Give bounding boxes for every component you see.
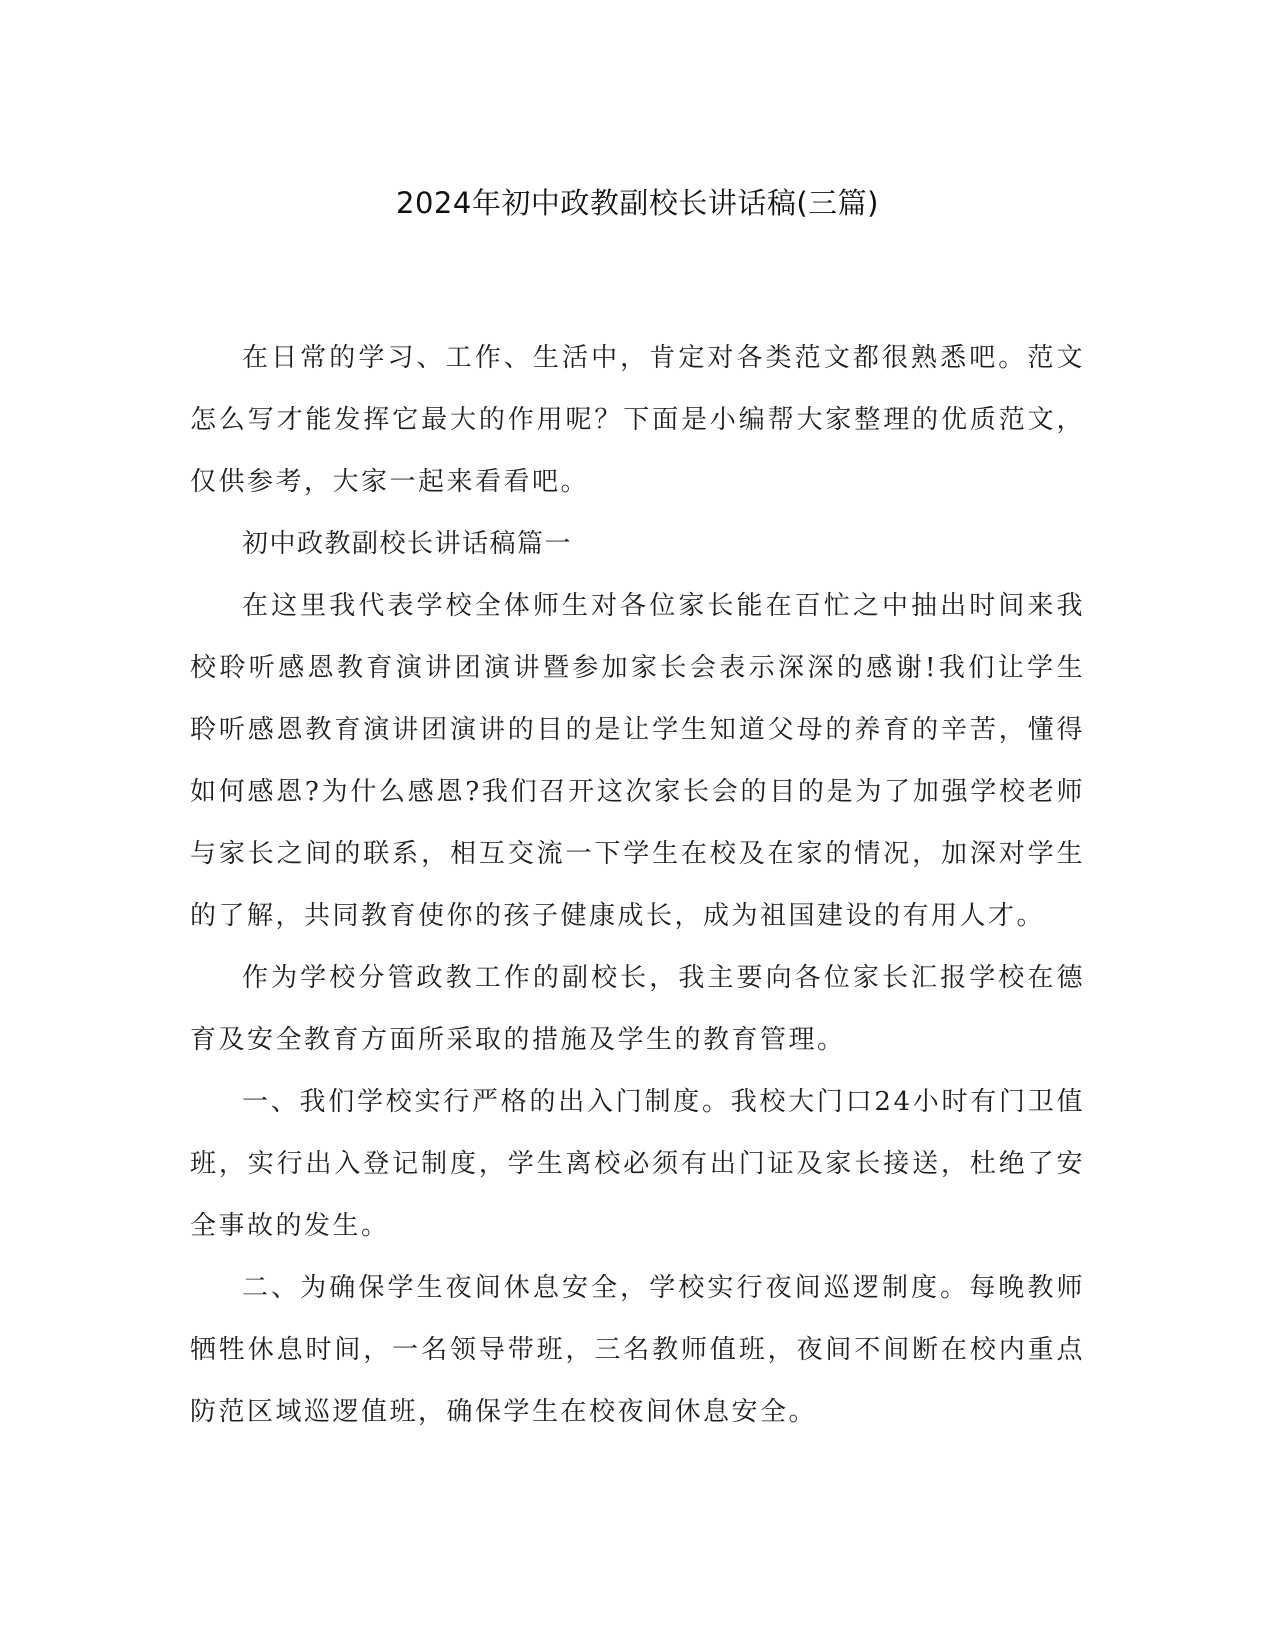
- body-paragraph: 在这里我代表学校全体师生对各位家长能在百忙之中抽出时间来我校聆听感恩教育演讲团演讲暨参加家长会表示深深的感谢!我们让学生聆听感恩教育演讲团演讲的目的是让学生知道父母的养育的辛苦，懂得如何感恩?为什么感恩?我们召开这次家长会的目的是为了加强学校老师与家长之间的联系，相互交流一下学生在校及在家的情况，加深对学生的了解，共同教育使你的孩子健康成长，成为祖国建设的有用人才。: [190, 591, 1085, 931]
- document-body: [190, 327, 1085, 1443]
- body-paragraph: 一、我们学校实行严格的出入门制度。我校大门口24小时有门卫值班，实行出入登记制度，学生离校必须有出门证及家长接送，杜绝了安全事故的发生。: [190, 1087, 1085, 1241]
- document-title: 2024年初中政教副校长讲话稿(三篇): [396, 186, 879, 220]
- section-heading: 初中政教副校长讲话稿篇一: [242, 529, 573, 559]
- body-paragraph: 作为学校分管政教工作的副校长，我主要向各位家长汇报学校在德育及安全教育方面所采取的措施及学生的教育管理。: [190, 963, 1085, 1055]
- intro-paragraph: 在日常的学习、工作、生活中，肯定对各类范文都很熟悉吧。范文怎么写才能发挥它最大的作用呢？下面是小编帮大家整理的优质范文，仅供参考，大家一起来看看吧。: [190, 343, 1085, 497]
- body-paragraph: 二、为确保学生夜间休息安全，学校实行夜间巡逻制度。每晚教师牺牲休息时间，一名领导带班，三名教师值班，夜间不间断在校内重点防范区域巡逻值班，确保学生在校夜间休息安全。: [190, 1273, 1085, 1427]
